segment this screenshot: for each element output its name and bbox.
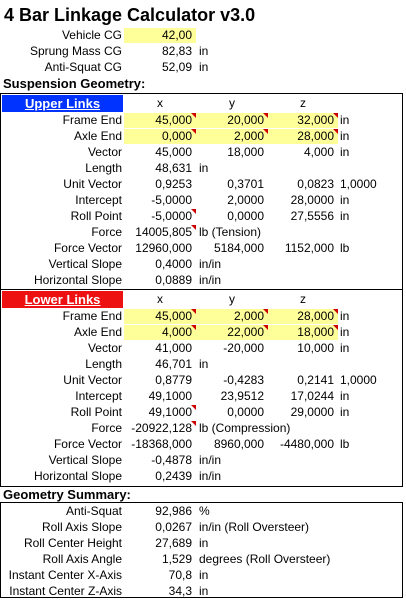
lower-length-row <box>0 356 406 372</box>
anti-squat-cg-row <box>0 59 406 75</box>
upper-x-axis-label: x <box>157 96 163 110</box>
upper-unit-vector-x: 0,9253 <box>155 177 192 191</box>
upper-axle-end-y-input[interactable]: 2,000 <box>196 129 268 144</box>
instant-center-z-label: Instant Center Z-Axis <box>9 584 122 598</box>
lower-intercept-x: 49,1000 <box>148 389 192 403</box>
lower-axle-end-label: Axle End <box>73 325 122 339</box>
upper-frame-end-z-input[interactable]: 32,000 <box>268 113 338 128</box>
upper-vector-z: 4,000 <box>303 145 334 159</box>
lower-roll-point-z: 29,0000 <box>290 405 334 419</box>
upper-horizontal-slope-row <box>0 272 406 288</box>
upper-links-header: Upper Links <box>2 95 123 112</box>
upper-z-axis-label: z <box>300 96 306 110</box>
upper-axle-end-row <box>0 128 406 144</box>
anti-squat-cg-value: 52,09 <box>161 60 192 74</box>
lower-unit-vector-row <box>0 372 406 388</box>
instant-center-x-unit: in <box>199 568 209 582</box>
upper-intercept-z: 28,0000 <box>290 193 334 207</box>
lower-axle-end-row <box>0 324 406 340</box>
upper-force-vector-y: 5184,000 <box>213 241 264 255</box>
roll-center-height-label: Roll Center Height <box>23 536 122 550</box>
instant-center-z-unit: in <box>199 584 209 598</box>
comment-marker-icon <box>333 325 338 330</box>
lower-frame-end-x-input[interactable]: 45,000 <box>124 309 196 324</box>
lower-vertical-slope-label: Vertical Slope <box>48 453 122 467</box>
upper-axle-end-x-input[interactable]: 0,000 <box>124 129 196 144</box>
instant-center-x-label: Instant Center X-Axis <box>8 568 122 582</box>
anti-squat-value: 92,986 <box>155 504 192 518</box>
lower-horizontal-slope-label: Horizontal Slope <box>33 469 122 483</box>
upper-length-value: 48,631 <box>155 161 192 175</box>
upper-vector-row <box>0 144 406 160</box>
comment-marker-icon <box>333 129 338 134</box>
roll-center-height-row <box>0 535 406 551</box>
roll-axis-angle-value: 1,529 <box>161 552 192 566</box>
lower-vertical-slope-row <box>0 452 406 468</box>
lower-force-vector-y: 8960,000 <box>213 437 264 451</box>
anti-squat-cg-unit: in <box>199 60 209 74</box>
lower-vector-row <box>0 340 406 356</box>
roll-axis-angle-unit: degrees (Roll Oversteer) <box>199 552 331 566</box>
anti-squat-cg-label: Anti-Squat CG <box>44 60 122 74</box>
lower-z-axis-label: z <box>300 292 306 306</box>
lower-roll-point-x: 49,1000 <box>148 405 192 419</box>
upper-force-vector-z: 1152,000 <box>284 241 334 255</box>
upper-roll-point-y: 0,0000 <box>227 209 264 223</box>
roll-axis-slope-unit: in/in (Roll Oversteer) <box>199 520 310 534</box>
comment-marker-icon <box>191 225 196 230</box>
lower-intercept-z: 17,0244 <box>290 389 334 403</box>
lower-vector-label: Vector <box>87 341 122 355</box>
lower-frame-end-row <box>0 308 406 324</box>
roll-axis-slope-label: Roll Axis Slope <box>41 520 122 534</box>
lower-vector-z: 10,000 <box>297 341 334 355</box>
sprung-mass-cg-value: 82,83 <box>161 44 192 58</box>
roll-axis-slope-row <box>0 519 406 535</box>
lower-force-vector-label: Force Vector <box>53 437 122 451</box>
lower-intercept-unit: in <box>340 389 350 403</box>
upper-roll-point-row <box>0 208 406 224</box>
upper-vertical-slope-row <box>0 256 406 272</box>
app-title: 4 Bar Linkage Calculator v3.0 <box>4 5 256 25</box>
instant-center-x-row <box>0 567 406 583</box>
vehicle-cg-label: Vehicle CG <box>61 28 122 42</box>
upper-force-row <box>0 224 406 240</box>
upper-unit-vector-label: Unit Vector <box>63 177 122 191</box>
upper-vertical-slope-value: 0,4000 <box>155 257 192 271</box>
lower-unit-vector-x: 0,8779 <box>155 373 192 387</box>
roll-axis-angle-label: Roll Axis Angle <box>42 552 122 566</box>
upper-length-label: Length <box>85 161 122 175</box>
lower-force-label: Force <box>91 421 122 435</box>
upper-roll-point-z: 27,5556 <box>290 209 334 223</box>
upper-unit-vector-z: 0,0823 <box>297 177 334 191</box>
instant-center-z-row <box>0 583 406 599</box>
anti-squat-label: Anti-Squat <box>65 504 122 518</box>
upper-axle-end-unit: in <box>340 129 350 143</box>
lower-vector-y: -20,000 <box>223 341 264 355</box>
anti-squat-unit: % <box>199 504 210 518</box>
roll-axis-slope-value: 0,0267 <box>155 520 192 534</box>
upper-horizontal-slope-value: 0,0889 <box>155 273 192 287</box>
lower-force-row <box>0 420 406 436</box>
upper-unit-vector-row <box>0 176 406 192</box>
upper-unit-vector-y: 0,3701 <box>227 177 264 191</box>
lower-axle-end-y-input[interactable]: 22,000 <box>196 325 268 340</box>
lower-axle-end-unit: in <box>340 325 350 339</box>
lower-horizontal-slope-unit: in/in <box>199 469 222 483</box>
lower-unit-vector-label: Unit Vector <box>63 373 122 387</box>
lower-vector-x: 41,000 <box>155 341 192 355</box>
suspension-geometry-heading: Suspension Geometry: <box>3 76 146 91</box>
lower-frame-end-label: Frame End <box>62 309 122 323</box>
lower-unit-vector-y: -0,4283 <box>223 373 264 387</box>
lower-force-vector-z: -4480,000 <box>279 437 334 451</box>
lower-roll-point-row <box>0 404 406 420</box>
lower-roll-point-y: 0,0000 <box>227 405 264 419</box>
upper-frame-end-x-input[interactable]: 45,000 <box>124 113 196 128</box>
upper-force-unit: lb (Tension) <box>199 225 262 239</box>
upper-force-label: Force <box>91 225 122 239</box>
upper-force-vector-x: 12960,000 <box>135 241 192 255</box>
upper-horizontal-slope-unit: in/in <box>199 273 222 287</box>
upper-intercept-row <box>0 192 406 208</box>
upper-vertical-slope-unit: in/in <box>199 257 222 271</box>
vehicle-cg-row <box>0 27 406 43</box>
upper-intercept-x: -5,0000 <box>151 193 192 207</box>
upper-vector-y: 18,000 <box>227 145 264 159</box>
upper-unit-vector-magnitude: 1,0000 <box>340 177 377 191</box>
upper-force-vector-label: Force Vector <box>53 241 122 255</box>
instant-center-x-value: 70,8 <box>168 568 192 582</box>
upper-frame-end-unit: in <box>340 113 350 127</box>
lower-force-vector-row <box>0 436 406 452</box>
lower-unit-vector-z: 0,2141 <box>297 373 334 387</box>
sprung-mass-cg-label: Sprung Mass CG <box>29 44 122 58</box>
upper-frame-end-label: Frame End <box>62 113 122 127</box>
lower-force-vector-unit: lb <box>340 437 350 451</box>
lower-axle-end-x-input[interactable]: 4,000 <box>124 325 196 340</box>
roll-center-height-value: 27,689 <box>155 536 192 550</box>
lower-frame-end-unit: in <box>340 309 350 323</box>
upper-length-unit: in <box>199 161 209 175</box>
upper-vertical-slope-label: Vertical Slope <box>48 257 122 271</box>
upper-intercept-y: 2,0000 <box>227 193 264 207</box>
lower-horizontal-slope-row <box>0 468 406 484</box>
lower-intercept-y: 23,9512 <box>220 389 264 403</box>
instant-center-z-value: 34,3 <box>168 584 192 598</box>
lower-length-value: 46,701 <box>155 357 192 371</box>
upper-intercept-label: Intercept <box>75 193 122 207</box>
lower-horizontal-slope-value: 0,2439 <box>155 469 192 483</box>
sprung-mass-cg-row <box>0 43 406 59</box>
upper-axle-end-z-input[interactable]: 28,000 <box>268 129 338 144</box>
comment-marker-icon <box>191 421 196 426</box>
upper-intercept-unit: in <box>340 193 350 207</box>
vehicle-cg-input[interactable]: 42,00 <box>124 28 196 43</box>
upper-roll-point-label: Roll Point <box>70 209 122 223</box>
lower-frame-end-z-input[interactable]: 28,000 <box>268 309 338 324</box>
lower-length-unit: in <box>199 357 209 371</box>
lower-axle-end-z-input[interactable]: 18,000 <box>268 325 338 340</box>
lower-roll-point-unit: in <box>340 405 350 419</box>
upper-force-vector-unit: lb <box>340 241 350 255</box>
lower-x-axis-label: x <box>157 292 163 306</box>
roll-center-height-unit: in <box>199 536 209 550</box>
lower-roll-point-label: Roll Point <box>70 405 122 419</box>
upper-vector-label: Vector <box>87 145 122 159</box>
lower-y-axis-label: y <box>229 292 235 306</box>
lower-length-label: Length <box>85 357 122 371</box>
upper-frame-end-y-input[interactable]: 20,000 <box>196 113 268 128</box>
lower-force-unit: lb (Compression) <box>199 421 291 435</box>
upper-force-value: 14005,805 <box>135 225 192 239</box>
upper-vector-x: 45,000 <box>155 145 192 159</box>
anti-squat-row <box>0 503 406 519</box>
lower-vertical-slope-unit: in/in <box>199 453 222 467</box>
lower-force-vector-x: -18368,000 <box>131 437 192 451</box>
upper-frame-end-row <box>0 112 406 128</box>
lower-intercept-label: Intercept <box>75 389 122 403</box>
lower-vector-unit: in <box>340 341 350 355</box>
lower-force-value: -20922,128 <box>131 421 192 435</box>
lower-vertical-slope-value: -0,4878 <box>151 453 192 467</box>
lower-unit-vector-magnitude: 1,0000 <box>340 373 377 387</box>
comment-marker-icon <box>333 309 338 314</box>
upper-horizontal-slope-label: Horizontal Slope <box>33 273 122 287</box>
upper-vector-unit: in <box>340 145 350 159</box>
upper-axle-end-label: Axle End <box>73 129 122 143</box>
sprung-mass-cg-unit: in <box>199 44 209 58</box>
comment-marker-icon <box>333 113 338 118</box>
lower-axis-header-row <box>0 291 406 307</box>
upper-axis-header-row <box>0 95 406 111</box>
upper-force-vector-row <box>0 240 406 256</box>
lower-frame-end-y-input[interactable]: 2,000 <box>196 309 268 324</box>
upper-length-row <box>0 160 406 176</box>
roll-axis-angle-row <box>0 551 406 567</box>
lower-intercept-row <box>0 388 406 404</box>
upper-y-axis-label: y <box>229 96 235 110</box>
upper-roll-point-x: -5,0000 <box>151 209 192 223</box>
upper-roll-point-unit: in <box>340 209 350 223</box>
lower-links-header: Lower Links <box>2 291 123 308</box>
geometry-summary-heading: Geometry Summary: <box>3 487 131 502</box>
